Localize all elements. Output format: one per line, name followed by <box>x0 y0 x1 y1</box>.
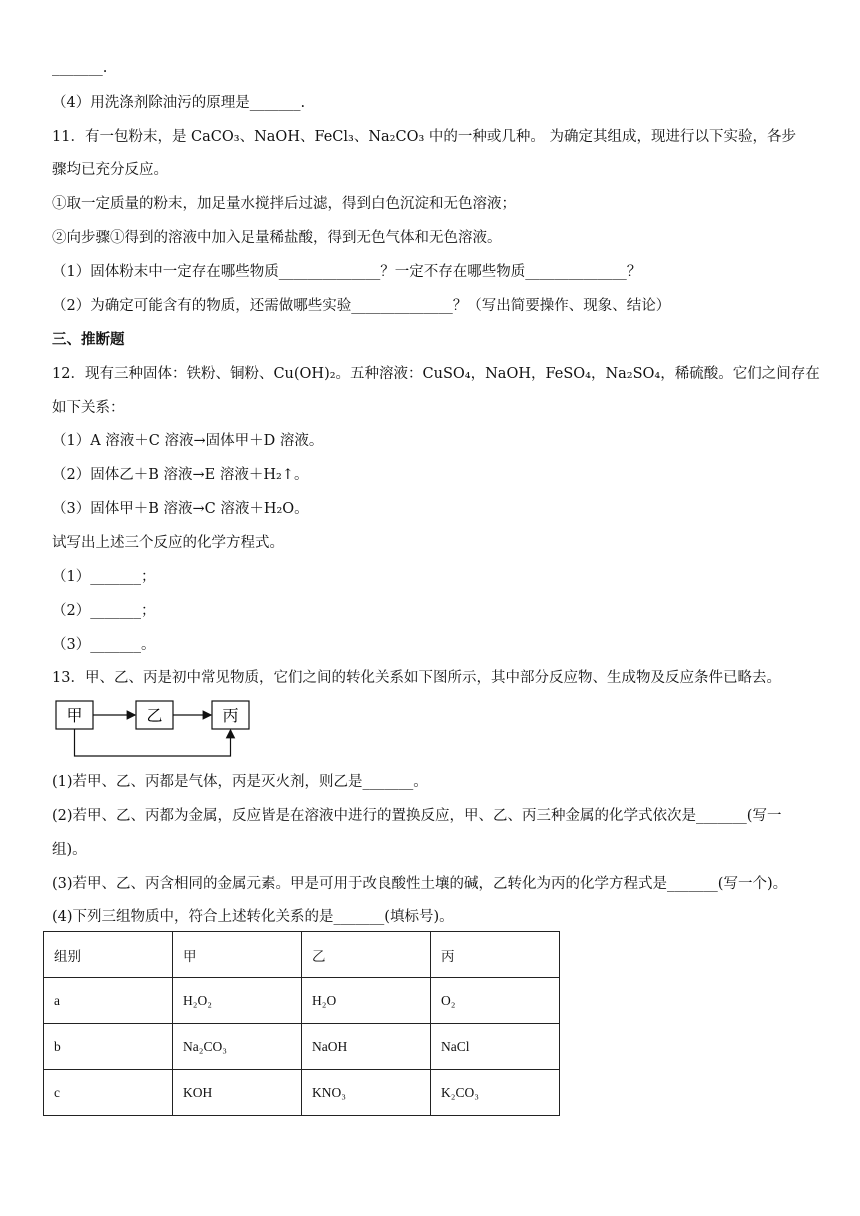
question-13: 13．甲、乙、丙是初中常见物质，它们之间的转化关系如下图所示，其中部分反应物、生成物及反应条件已略去。 <box>52 670 781 686</box>
text-line: (2)若甲、乙、丙都为金属，反应皆是在溶液中进行的置换反应，甲、乙、丙三种金属的化学式依次是_______(写一 <box>52 808 782 824</box>
text-line: （2）为确定可能含有的物质，还需做哪些实验______________？（写出简要操作、现象、结论） <box>52 298 671 314</box>
text-line: _______. <box>52 60 108 76</box>
label-yi: 乙 <box>146 706 163 725</box>
conversion-diagram <box>52 700 262 762</box>
text-line: （2）_______； <box>52 603 156 619</box>
table-cell: a <box>44 978 173 1024</box>
text-line: (1)若甲、乙、丙都是气体，丙是灭火剂，则乙是_______。 <box>52 774 428 790</box>
table-row <box>44 978 560 1024</box>
arrow-jia-bing <box>75 729 231 756</box>
text-line: (4)下列三组物质中，符合上述转化关系的是_______(填标号)。 <box>52 909 454 925</box>
text-line: （3）_______。 <box>52 637 156 653</box>
text-line: （1）A 溶液＋C 溶液→固体甲＋D 溶液。 <box>52 433 324 449</box>
substance-table <box>43 931 560 1116</box>
table-cell: b <box>44 1024 173 1070</box>
section-heading: 三、推断题 <box>52 332 125 348</box>
table-cell: K₂CO₃ <box>431 1070 560 1116</box>
table-cell: KNO₃ <box>302 1070 431 1116</box>
table-cell: KOH <box>173 1070 302 1116</box>
table-row <box>44 1024 560 1070</box>
text-line: 试写出上述三个反应的化学方程式。 <box>52 535 284 551</box>
text-line: 骤均已充分反应。 <box>52 162 168 178</box>
text-line: （1）固体粉末中一定存在哪些物质______________？一定不存在哪些物质______________？ <box>52 264 642 280</box>
table-cell: c <box>44 1070 173 1116</box>
text-line: （4）用洗涤剂除油污的原理是_______. <box>52 95 306 111</box>
table-cell: NaOH <box>302 1024 431 1070</box>
table-cell: H₂O₂ <box>173 978 302 1024</box>
question-11: 11．有一包粉末，是 CaCO₃、NaOH、FeCl₃、Na₂CO₃ 中的一种或几种。 为确定其组成，现进行以下实验，各步 <box>52 129 797 145</box>
text-line: ②向步骤①得到的溶液中加入足量稀盐酸，得到无色气体和无色溶液。 <box>52 230 502 246</box>
table-cell: H₂O <box>302 978 431 1024</box>
text-line: （2）固体乙＋B 溶液→E 溶液＋H₂↑。 <box>52 467 309 483</box>
text-line: (3)若甲、乙、丙含相同的金属元素。甲是可用于改良酸性土壤的碱，乙转化为丙的化学方程式是_______(写一个)。 <box>52 876 788 892</box>
table-header-row <box>44 932 560 978</box>
text-line: （3）固体甲＋B 溶液→C 溶液＋H₂O。 <box>52 501 309 517</box>
text-line: 如下关系： <box>52 400 125 416</box>
table-cell: Na₂CO₃ <box>173 1024 302 1070</box>
table-row <box>44 1070 560 1116</box>
header-cell: 组别 <box>44 932 173 978</box>
table-cell: NaCl <box>431 1024 560 1070</box>
header-cell: 丙 <box>431 932 560 978</box>
question-12: 12．现有三种固体：铁粉、铜粉、Cu(OH)₂。五种溶液：CuSO₄，NaOH，FeSO₄，Na₂SO₄，稀硫酸。它们之间存在 <box>52 366 820 382</box>
text-line: 组)。 <box>52 842 87 858</box>
table-cell: O₂ <box>431 978 560 1024</box>
text-line: （1）_______； <box>52 569 156 585</box>
label-bing: 丙 <box>222 706 239 725</box>
label-jia: 甲 <box>66 706 83 725</box>
text-line: ①取一定质量的粉末，加足量水搅拌后过滤，得到白色沉淀和无色溶液； <box>52 196 516 212</box>
header-cell: 乙 <box>302 932 431 978</box>
header-cell: 甲 <box>173 932 302 978</box>
